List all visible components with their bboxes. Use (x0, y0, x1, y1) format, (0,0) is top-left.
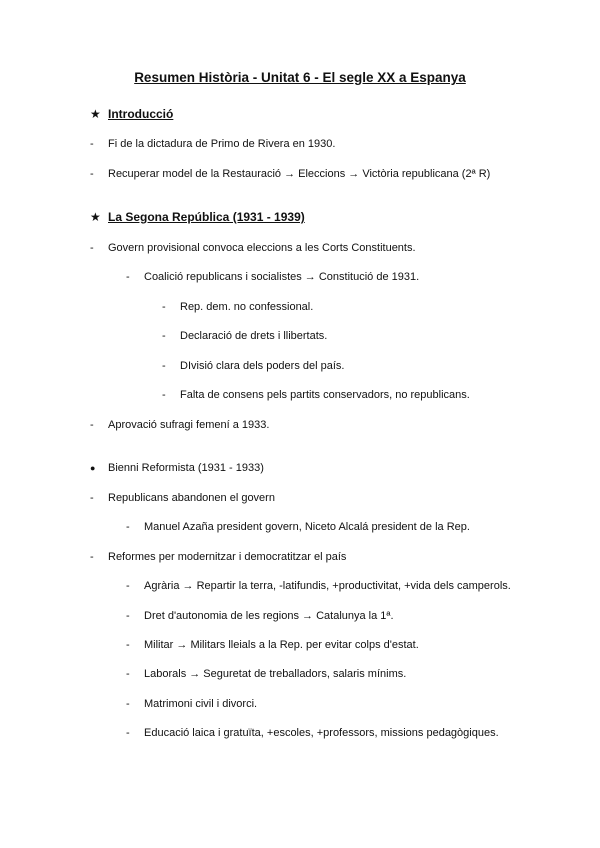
dash-marker: - (126, 610, 130, 622)
dash-marker: - (162, 389, 166, 401)
list-item-text: Educació laica i gratuïta, +escoles, +professors, missions pedagògiques. (144, 727, 499, 739)
list-item-text: Dret d'autonomia de les regions → Catalunya la 1ª. (144, 610, 394, 622)
list-item-text: Matrimoni civil i divorci. (144, 698, 258, 710)
list-item-text: Govern provisional convoca eleccions a les Corts Constituents. (108, 242, 416, 254)
list-item-text: Republicans abandonen el govern (108, 492, 275, 504)
dash-marker: - (126, 521, 130, 533)
dash-marker: - (126, 271, 130, 283)
dash-marker: - (162, 330, 166, 342)
dash-marker: - (90, 419, 94, 431)
dash-marker: - (90, 242, 94, 254)
dash-marker: - (90, 551, 94, 563)
section-heading-text: La Segona República (1931 - 1939) (108, 210, 305, 224)
dash-marker: - (126, 639, 130, 651)
document-title: Resumen Història - Unitat 6 - El segle XX a Espanya (134, 70, 466, 85)
section-heading-text: Introducció (108, 107, 174, 121)
dash-marker: - (126, 668, 130, 680)
dash-marker: - (90, 138, 94, 150)
list-item-text: Recuperar model de la Restauració → Eleccions → Victòria republicana (2ª R) (108, 168, 491, 180)
bullet-marker: ● (90, 463, 96, 473)
dash-marker: - (126, 727, 130, 739)
list-item-text: Declaració de drets i llibertats. (180, 330, 328, 342)
list-item-text: Laborals → Seguretat de treballadors, salaris mínims. (144, 668, 407, 680)
dash-marker: - (162, 360, 166, 372)
star-icon: ★ (90, 210, 101, 224)
dash-marker: - (126, 698, 130, 710)
list-item-text: Falta de consens pels partits conservadors, no republicans. (180, 389, 470, 401)
section-heading-segona-republica (90, 210, 305, 224)
list-item-text: Reformes per modernitzar i democratitzar el país (108, 551, 347, 563)
star-icon: ★ (90, 107, 101, 121)
dash-marker: - (162, 301, 166, 313)
list-item-text: Rep. dem. no confessional. (180, 301, 314, 313)
list-item-text: Militar → Militars lleials a la Rep. per evitar colps d'estat. (144, 639, 419, 651)
list-item-text: Aprovació sufragi femení a 1933. (108, 419, 270, 431)
section-heading-introduccio (90, 107, 173, 121)
dash-marker: - (90, 168, 94, 180)
dash-marker: - (126, 580, 130, 592)
list-item-text: Coalició republicans i socialistes → Constitució de 1931. (144, 271, 420, 283)
list-item-text: DIvisió clara dels poders del país. (180, 360, 345, 372)
dash-marker: - (90, 492, 94, 504)
list-item-text: Fi de la dictadura de Primo de Rivera en 1930. (108, 138, 336, 150)
list-item-text: Agrària → Repartir la terra, -latifundis, +productivitat, +vida dels camperols. (144, 580, 511, 592)
list-item-text: Bienni Reformista (1931 - 1933) (108, 462, 264, 474)
list-item-text: Manuel Azaña president govern, Niceto Alcalá president de la Rep. (144, 521, 470, 533)
